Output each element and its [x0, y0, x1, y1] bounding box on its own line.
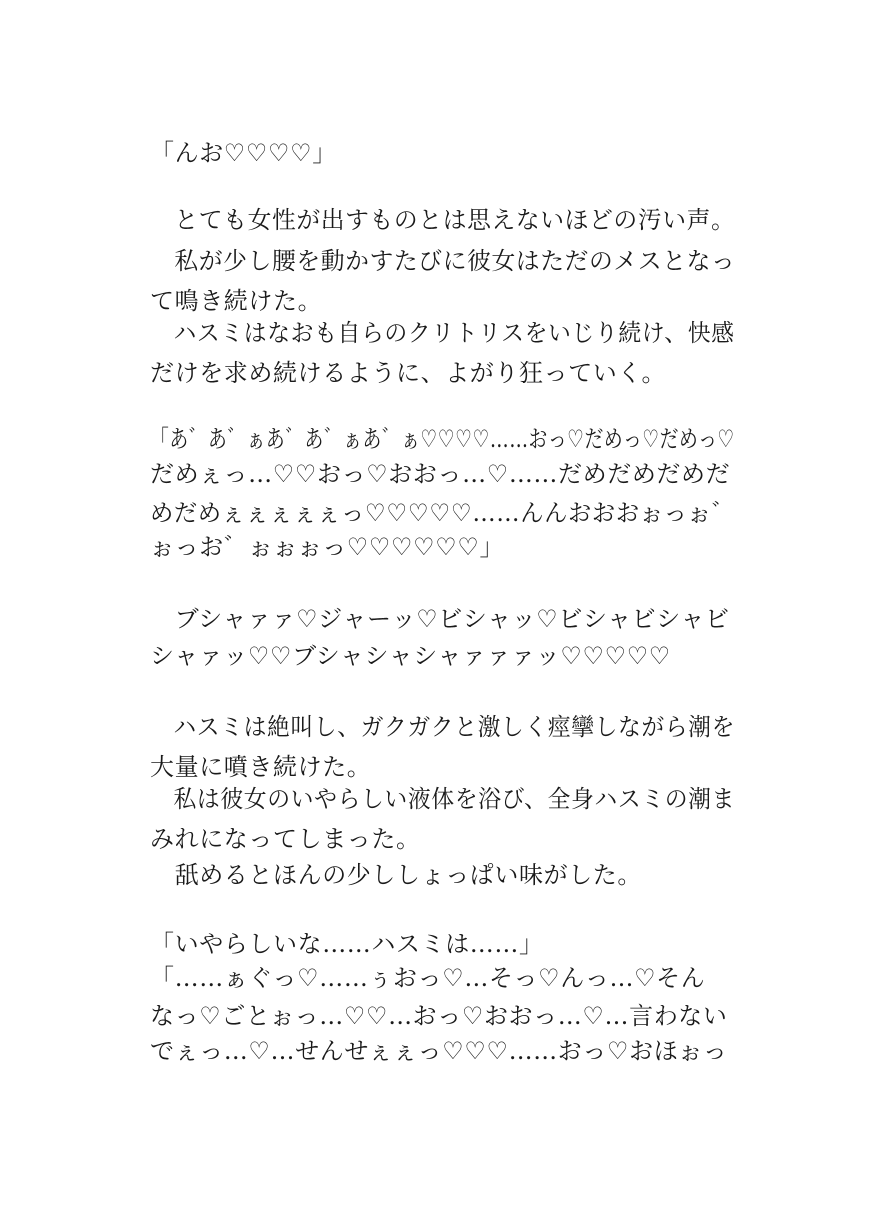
- text-line-6: だけを求め続けるように、よがり狂っていく。: [150, 359, 667, 387]
- text-line-16: みれになってしまった。: [150, 825, 421, 853]
- text-line-19: 「……ぁぐっ♡……ぅおっ♡…そっ♡んっ…♡そん: [150, 964, 706, 992]
- text-line-11: ブシャァァ♡ジャーッ♡ビシャッ♡ビシャビシャビ: [150, 605, 730, 633]
- text-line-13: ハスミは絶叫し、ガクガクと激しく痙攣しながら潮を: [150, 713, 735, 741]
- text-line-12: シャァッ♡♡ブシャシャシャァァァッ♡♡♡♡♡: [150, 642, 671, 670]
- text-line-15: 私は彼女のいやらしい液体を浴び、全身ハスミの潮ま: [150, 785, 736, 813]
- text-line-17: 舐めるとほんの少ししょっぱい味がした。: [150, 861, 642, 889]
- text-line-4: て鳴き続けた。: [150, 287, 323, 315]
- text-line-14: 大量に噴き続けた。: [150, 753, 372, 781]
- text-line-18: 「いやらしいな……ハスミは……」: [150, 930, 544, 958]
- text-line-3: 私が少し腰を動かすたびに彼女はただのメスとなっ: [150, 247, 736, 275]
- text-line-20: なっ♡ごとぉっ…♡♡…おっ♡おおっ…♡…言わない: [150, 1002, 728, 1030]
- text-line-9: めだめぇぇぇぇぇっ♡♡♡♡♡……んんおおおぉっぉ゛: [150, 499, 736, 527]
- text-line-8: だめぇっ…♡♡おっ♡おおっ…♡……だめだめだめだ: [150, 460, 731, 488]
- text-line-5: ハスミはなおも自らのクリトリスをいじり続け、快感: [150, 319, 735, 347]
- text-line-7: 「あ゛あ゛ぁあ゛あ゛ぁあ゛ぁ♡♡♡♡……おっ♡だめっ♡だめっ♡: [150, 425, 735, 453]
- text-line-21: でぇっ…♡…せんせぇぇっ♡♡♡……おっ♡おほぉっ: [150, 1037, 728, 1065]
- text-line-1: 「んお♡♡♡♡」: [150, 139, 337, 167]
- text-line-2: とても女性が出すものとは思えないほどの汚い声。: [150, 206, 736, 234]
- text-line-10: ぉっお゛ぉぉぉっ♡♡♡♡♡♡」: [150, 533, 505, 561]
